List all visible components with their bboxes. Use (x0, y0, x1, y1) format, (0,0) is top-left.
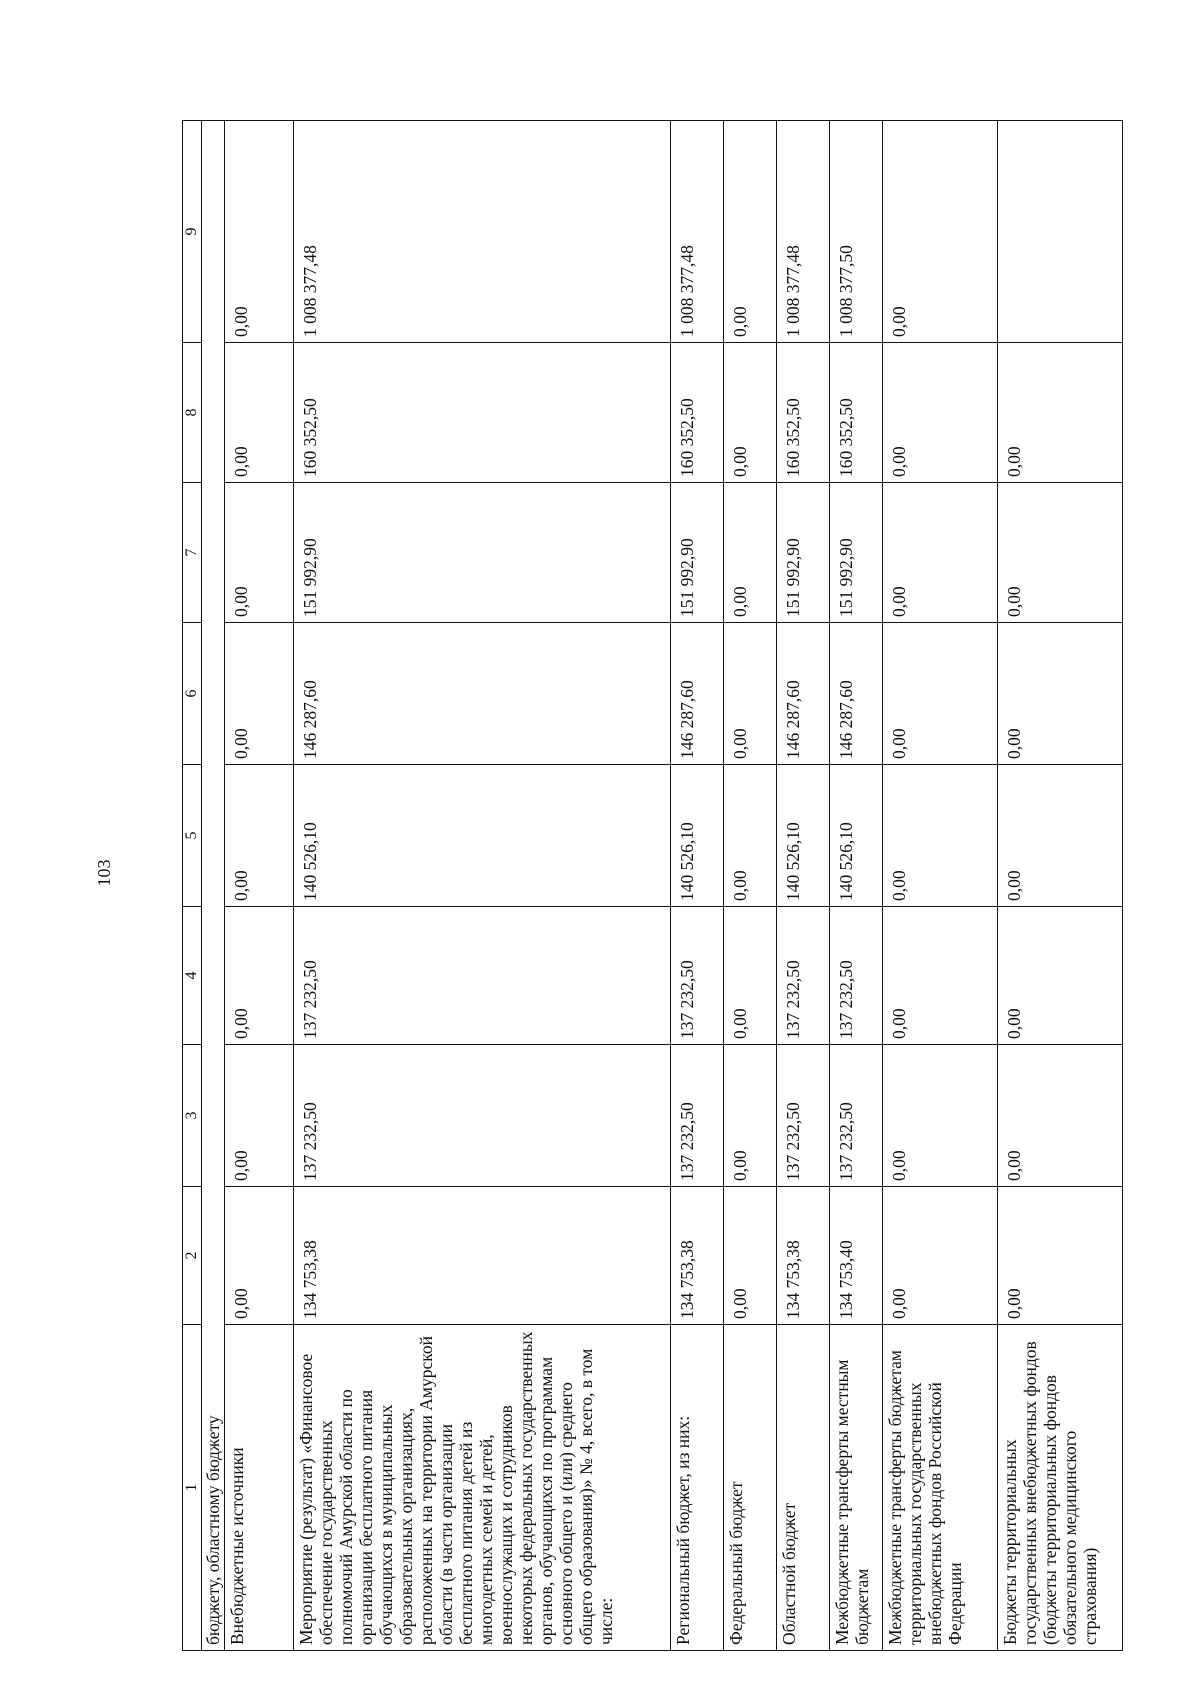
cell-value: 0,00 (998, 907, 1123, 1045)
cell-value: 0,00 (225, 1187, 294, 1325)
cell-value: 137 232,50 (671, 907, 724, 1045)
column-number: 4 (183, 907, 202, 1045)
budget-table (182, 120, 1123, 1651)
budget-table-container (182, 121, 1100, 1651)
row-label: Бюджеты территориальных государственных внебюджетных фондов (бюджеты территориальных фондов обязательного медицинского страхования) (998, 1325, 1123, 1651)
row-label: Мероприятие (результат) «Финансовое обеспечение государственных полномочий Амурской области по организации бесплатного питания обучающихся в муниципальных образовательных организациях, расположенных на территории Амурской области (в части организации бесплатного питания детей из многодетных семей и детей, военнослужащих и сотрудников некоторых федеральных государственных органов, обучающихся по программам основного общего и (или) среднего общего образования)» № 4, всего, в том числе: (294, 1325, 671, 1651)
cell-value: 137 232,50 (777, 1045, 830, 1187)
cell-value: 140 526,10 (671, 765, 724, 907)
cell-value: 0,00 (225, 765, 294, 907)
cell-value: 0,00 (883, 483, 998, 623)
table-row (225, 121, 294, 1651)
cell-value: 0,00 (225, 1045, 294, 1187)
column-number: 6 (183, 623, 202, 765)
cell-value: 0,00 (724, 623, 777, 765)
column-numbers-row (183, 121, 202, 1651)
cell-value: 146 287,60 (830, 623, 883, 765)
cell-value: 140 526,10 (830, 765, 883, 907)
table-row (883, 121, 998, 1651)
cell-value: 0,00 (883, 1187, 998, 1325)
cell-value: 146 287,60 (294, 623, 671, 765)
cell-value: 0,00 (724, 1045, 777, 1187)
cell-value: 151 992,90 (294, 483, 671, 623)
cell-value: 146 287,60 (777, 623, 830, 765)
cell-value: 1 008 377,48 (777, 121, 830, 343)
column-number: 2 (183, 1187, 202, 1325)
row-label: Федеральный бюджет (724, 1325, 777, 1651)
table-row (830, 121, 883, 1651)
cell-value: 1 008 377,48 (294, 121, 671, 343)
cell-value: 137 232,50 (830, 1045, 883, 1187)
section-header-row (202, 121, 225, 1651)
cell-value: 151 992,90 (671, 483, 724, 623)
page-number: 103 (94, 859, 114, 887)
cell-value: 0,00 (998, 765, 1123, 907)
row-label: Межбюджетные трансферты местным бюджетам (830, 1325, 883, 1651)
cell-value: 137 232,50 (830, 907, 883, 1045)
cell-value: 137 232,50 (671, 1045, 724, 1187)
column-number: 5 (183, 765, 202, 907)
cell-value: 0,00 (998, 483, 1123, 623)
cell-value: 160 352,50 (671, 343, 724, 483)
column-number: 1 (183, 1325, 202, 1651)
cell-value: 151 992,90 (830, 483, 883, 623)
cell-value: 0,00 (225, 343, 294, 483)
cell-value: 1 008 377,50 (830, 121, 883, 343)
cell-value: 0,00 (998, 1187, 1123, 1325)
row-label: Областной бюджет (777, 1325, 830, 1651)
column-number: 3 (183, 1045, 202, 1187)
cell-value: 160 352,50 (777, 343, 830, 483)
cell-value: 0,00 (883, 765, 998, 907)
cell-value: 137 232,50 (777, 907, 830, 1045)
cell-value: 160 352,50 (294, 343, 671, 483)
cell-value: 0,00 (724, 907, 777, 1045)
cell-value: 0,00 (724, 121, 777, 343)
column-number: 7 (183, 483, 202, 623)
cell-value: 134 753,38 (294, 1187, 671, 1325)
column-number: 8 (183, 343, 202, 483)
cell-value: 151 992,90 (777, 483, 830, 623)
cell-value: 0,00 (724, 1187, 777, 1325)
cell-value: 0,00 (998, 343, 1123, 483)
cell-value: 0,00 (883, 121, 998, 343)
section-header: бюджету, областному бюджету (202, 121, 225, 1651)
cell-value: 0,00 (225, 907, 294, 1045)
cell-value: 134 753,38 (671, 1187, 724, 1325)
cell-value: 146 287,60 (671, 623, 724, 765)
cell-value (998, 121, 1123, 343)
cell-value: 0,00 (225, 483, 294, 623)
row-label: Внебюджетные источники (225, 1325, 294, 1651)
cell-value: 0,00 (225, 623, 294, 765)
cell-value: 0,00 (724, 343, 777, 483)
cell-value: 0,00 (998, 1045, 1123, 1187)
cell-value: 0,00 (225, 121, 294, 343)
cell-value: 0,00 (883, 343, 998, 483)
cell-value: 0,00 (998, 623, 1123, 765)
cell-value: 160 352,50 (830, 343, 883, 483)
cell-value: 0,00 (724, 765, 777, 907)
cell-value: 0,00 (883, 907, 998, 1045)
cell-value: 0,00 (883, 1045, 998, 1187)
cell-value: 0,00 (883, 623, 998, 765)
row-label: Межбюджетные трансферты бюджетам территориальных государственных внебюджетных фондов Российской Федерации (883, 1325, 998, 1651)
cell-value: 140 526,10 (777, 765, 830, 907)
cell-value: 0,00 (724, 483, 777, 623)
table-row (777, 121, 830, 1651)
column-number: 9 (183, 121, 202, 343)
cell-value: 134 753,38 (777, 1187, 830, 1325)
table-row (998, 121, 1123, 1651)
table-row (294, 121, 671, 1651)
cell-value: 134 753,40 (830, 1187, 883, 1325)
row-label: Региональный бюджет, из них: (671, 1325, 724, 1651)
cell-value: 1 008 377,48 (671, 121, 724, 343)
table-row (671, 121, 724, 1651)
table-row (724, 121, 777, 1651)
cell-value: 137 232,50 (294, 907, 671, 1045)
cell-value: 137 232,50 (294, 1045, 671, 1187)
cell-value: 140 526,10 (294, 765, 671, 907)
